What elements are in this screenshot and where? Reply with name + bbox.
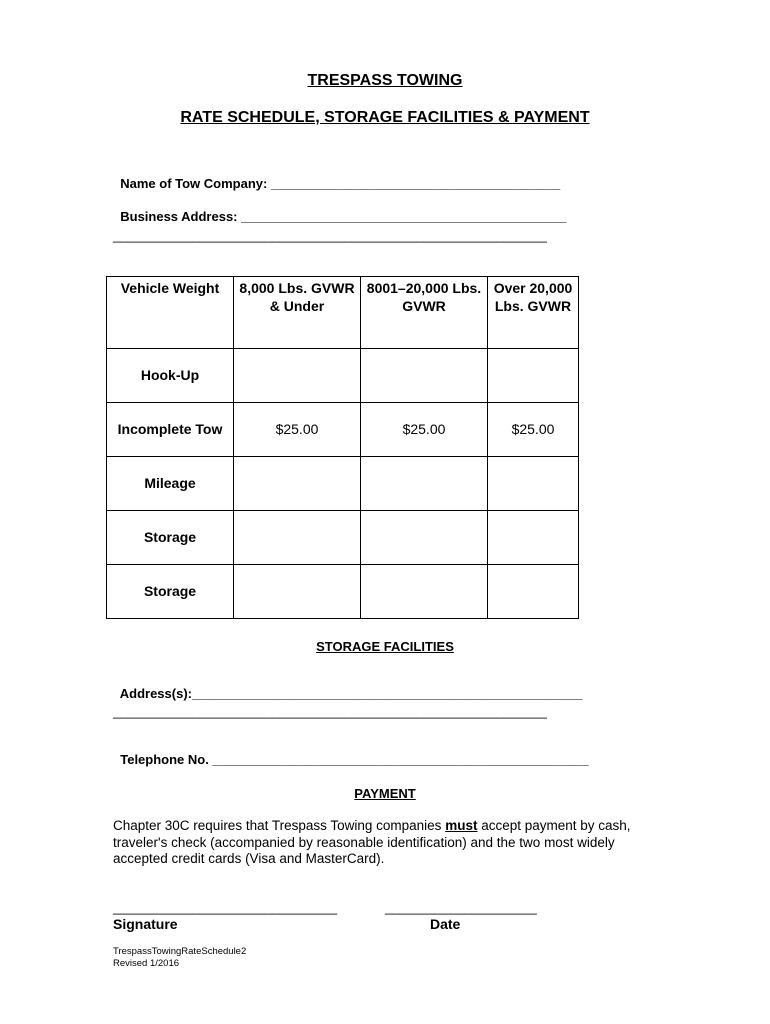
document-subtitle: RATE SCHEDULE, STORAGE FACILITIES & PAYMENT [180, 109, 590, 126]
signature-label: Signature [113, 916, 178, 932]
storage-address-blank-line2[interactable]: ____________________________________________________________ [113, 704, 547, 719]
rate-cell[interactable] [488, 565, 579, 619]
rate-cell[interactable] [361, 457, 488, 511]
payment-heading: PAYMENT [354, 786, 416, 801]
table-row-mileage [107, 457, 579, 511]
rate-cell[interactable] [234, 511, 361, 565]
footer-revised: Revised 1/2016 [113, 957, 180, 969]
rate-cell[interactable]: $25.00 [488, 403, 579, 457]
telephone-label: Telephone No. [120, 752, 209, 767]
business-address-field[interactable] [113, 194, 567, 224]
rate-cell[interactable] [361, 565, 488, 619]
document-title: TRESPASS TOWING [307, 72, 463, 89]
table-row-storage-2 [107, 565, 579, 619]
row-label: Hook-Up [107, 349, 234, 403]
rate-cell[interactable] [488, 349, 579, 403]
business-address-label: Business Address: [120, 209, 238, 224]
table-row-hook-up [107, 349, 579, 403]
business-address-blank-line2[interactable]: ____________________________________________________________ [113, 228, 547, 243]
footer-doc-name: TrespassTowingRateSchedule2 [113, 946, 247, 957]
tow-company-name-label: Name of Tow Company: [120, 176, 268, 191]
row-label: Storage [107, 511, 234, 565]
row-label: Incomplete Tow [107, 403, 234, 457]
rate-schedule-table [106, 276, 579, 619]
table-row-incomplete-tow [107, 403, 579, 457]
rate-cell[interactable] [488, 511, 579, 565]
table-row-storage [107, 511, 579, 565]
rate-cell[interactable] [234, 349, 361, 403]
storage-address-label: Address(s): [119, 686, 192, 701]
date-line[interactable]: _____________________ [385, 900, 537, 915]
payment-text-start: Chapter 30C requires that Trespass Towing companies [113, 818, 446, 833]
rate-cell[interactable] [361, 511, 488, 565]
row-label: Mileage [107, 457, 234, 511]
col-header-8001-20000: 8001–20,000 Lbs. GVWR [361, 277, 488, 349]
rate-cell[interactable] [234, 457, 361, 511]
rate-cell[interactable] [488, 457, 579, 511]
payment-text-must: must [445, 818, 478, 833]
tow-company-name-field[interactable] [113, 161, 560, 191]
col-header-over-20000: Over 20,000 Lbs. GVWR [488, 277, 579, 349]
tow-company-name-blank[interactable]: ________________________________________ [270, 176, 561, 191]
date-label: Date [430, 916, 461, 932]
rate-cell[interactable]: $25.00 [361, 403, 488, 457]
col-header-vehicle-weight: Vehicle Weight [107, 277, 234, 349]
table-header-row [107, 277, 579, 349]
storage-address-field[interactable] [113, 671, 582, 701]
signature-line[interactable]: _______________________________ [113, 900, 338, 915]
business-address-blank[interactable]: _____________________________________________ [241, 209, 567, 224]
rate-cell[interactable] [361, 349, 488, 403]
telephone-field[interactable] [113, 737, 588, 767]
payment-paragraph [113, 818, 658, 868]
rate-cell[interactable] [234, 565, 361, 619]
col-header-under-8000: 8,000 Lbs. GVWR & Under [234, 277, 361, 349]
storage-facilities-heading: STORAGE FACILITIES [316, 639, 454, 654]
storage-address-blank[interactable]: ______________________________________________________ [192, 686, 583, 701]
payment-text-end: accept payment by cash, traveler's check (accompanied by reasonable identification) and the two most widely accepted credit cards (Visa and MasterCard). [113, 818, 631, 866]
row-label: Storage [107, 565, 234, 619]
telephone-blank[interactable]: ____________________________________________________ [212, 752, 589, 767]
footer [113, 946, 246, 969]
rate-cell[interactable]: $25.00 [234, 403, 361, 457]
